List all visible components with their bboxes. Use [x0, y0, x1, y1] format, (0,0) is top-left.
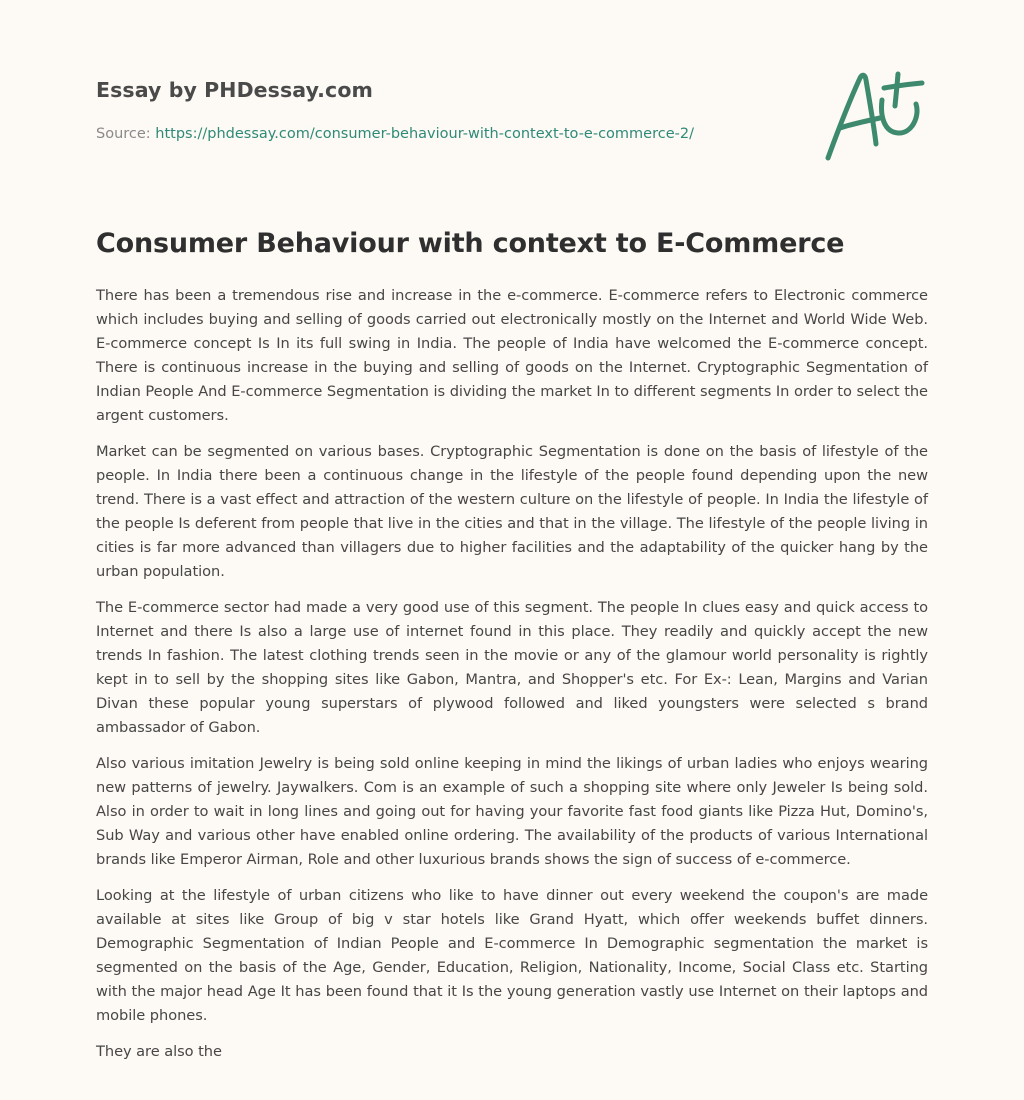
essay-paragraph: Market can be segmented on various bases. Cryptographic Segmentation is done on the basis of lifestyle of the people. In India there been a continuous change in the lifestyle of the people found depending upon the new trend. There is a vast effect and attraction of the western culture on the lifestyle of people. In India the lifestyle of the people Is deferent from people that live in the cities and that in the village. The lifestyle of the people living in cities is far more advanced than villagers due to higher facilities and the adaptability of the quicker hang by the urban population.	[96, 443, 928, 580]
essay-paragraph: They are also the	[96, 1043, 222, 1060]
essay-body	[96, 284, 928, 1076]
source-line	[96, 124, 796, 144]
essay-paragraph: Also various imitation Jewelry is being sold online keeping in mind the likings of urban ladies who enjoys wearing new patterns of jewelry. Jaywalkers. Com is an example of such a shopping site where only Jeweler Is being sold. Also in order to wait in long lines and going out for having your favorite fast food giants like Pizza Hut, Domino's, Sub Way and various other have enabled online ordering. The availability of the products of various International brands like Emperor Airman, Role and other luxurious brands shows the sign of success of e-commerce.	[96, 755, 928, 868]
site-brand: Essay by PHDessay.com	[96, 78, 373, 102]
essay-title: Consumer Behaviour with context to E-Commerce	[96, 228, 845, 259]
essay-paragraph: Looking at the lifestyle of urban citizens who like to have dinner out every weekend the coupon's are made available at sites like Group of big v star hotels like Grand Hyatt, which offer weekends buffet dinners. Demographic Segmentation of Indian People and E-commerce In Demographic segmentation the market is segmented on the basis of the Age, Gender, Education, Religion, Nationality, Income, Social Class etc. Starting with the major head Age It has been found that it Is the young generation vastly use Internet on their laptops and mobile phones.	[96, 887, 928, 1024]
a-plus-grade-logo-icon	[818, 66, 930, 168]
essay-paragraph: There has been a tremendous rise and increase in the e-commerce. E-commerce refers to Electronic commerce which includes buying and selling of goods carried out electronically mostly on the Internet and World Wide Web. E-commerce concept Is In its full swing in India. The people of India have welcomed the E-commerce concept. There is continuous increase in the buying and selling of goods on the Internet. Cryptographic Segmentation of Indian People And E-commerce Segmentation is dividing the market In to different segments In order to select the argent customers.	[96, 287, 928, 424]
source-label: Source:	[96, 126, 156, 142]
essay-paragraph: The E-commerce sector had made a very good use of this segment. The people In clues easy and quick access to Internet and there Is also a large use of internet found in this place. They readily and quickly accept the new trends In fashion. The latest clothing trends seen in the movie or any of the glamour world personality is rightly kept in to sell by the shopping sites like Gabon, Mantra, and Shopper's etc. For Ex-: Lean, Margins and Varian Divan these popular young superstars of plywood followed and liked youngsters were selected s brand ambassador of Gabon.	[96, 599, 928, 736]
source-link[interactable]: https://phdessay.com/consumer-behaviour-with-context-to-e-commerce-2/	[155, 126, 694, 142]
page-header	[96, 75, 796, 144]
